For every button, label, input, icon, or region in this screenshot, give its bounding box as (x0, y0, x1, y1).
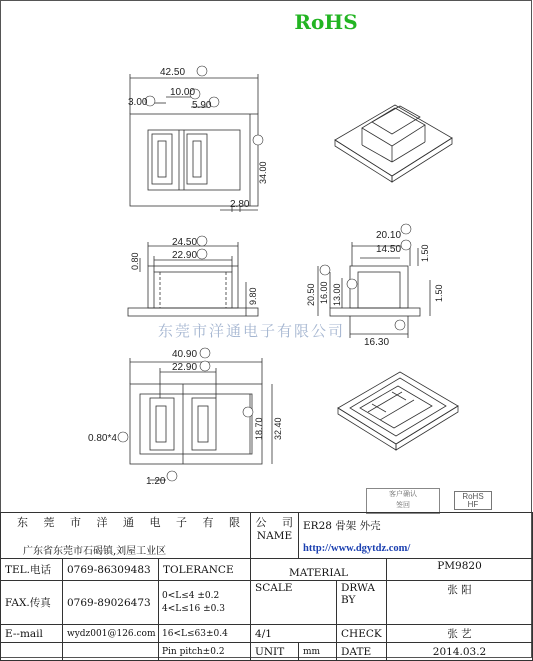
dim-1-20: 1.20 (146, 476, 166, 487)
dim-32-40: 32.40 (273, 417, 283, 440)
dim-1-50-top: 1.50 (420, 244, 430, 262)
company-name: 东 莞 市 洋 通 电 子 有 限 公 司 (17, 516, 299, 529)
scale-value: 4/1 (251, 625, 337, 643)
rohs-hf-mark (454, 491, 492, 510)
name-label: NAME (251, 513, 299, 559)
tolerance-values-2 (159, 625, 251, 643)
part-info-cell (299, 513, 533, 559)
dim-22-90-bottom: 22.90 (172, 362, 198, 373)
email-value: wydz001@126.com (63, 625, 159, 643)
part-name: ER28 骨架 外壳 (303, 519, 381, 532)
dim-0-80x4: 0.80*4 (88, 433, 117, 444)
dim-40-90: 40.90 (172, 349, 198, 360)
check-label: CHECK (337, 625, 387, 643)
tolerance-row-2: 4<L≤16 ±0.3 (162, 604, 225, 614)
email-label: E--mail (1, 625, 63, 643)
company-address: 广东省东莞市石碣镇,刘屋工业区 (23, 546, 167, 557)
dim-0-80: 0.80 (130, 252, 140, 270)
isometric-view-top (335, 105, 452, 182)
tolerance-row-3: 16<L≤63±0.4 (162, 628, 228, 639)
website-link[interactable]: http://www.dgytdz.com/ (303, 542, 411, 554)
rohs-hf-line1: RoHS (462, 492, 484, 501)
check-by: 张 艺 (387, 625, 533, 643)
dim-16-30: 16.30 (364, 337, 390, 348)
unit-value: mm (299, 643, 337, 661)
dim-22-90: 22.90 (172, 250, 198, 261)
fax-label: FAX.传真 (1, 581, 63, 625)
dim-9-80: 9.80 (248, 287, 258, 305)
dim-16-00: 16.00 (319, 281, 329, 304)
tel-label: TEL.电话 (1, 559, 63, 581)
title-block (0, 512, 533, 661)
stamp-line2: 签回 (396, 501, 410, 509)
tolerance-values (159, 581, 251, 625)
material-label: MATERIAL (251, 559, 387, 581)
stamp-line1: 客户确认 (389, 490, 417, 498)
date-value: 2014.03.2 (387, 643, 533, 661)
dim-20-10: 20.10 (376, 230, 402, 241)
fax-value: 0769-89026473 (63, 581, 159, 625)
rohs-hf-line2: HF (467, 500, 479, 509)
dim-24-50: 24.50 (172, 237, 198, 248)
drawn-label (337, 581, 387, 625)
dim-13-00: 13.00 (332, 283, 342, 306)
tel-value: 0769-86309483 (63, 559, 159, 581)
isometric-view-bottom (338, 372, 458, 450)
drawn-label-1: DRWA (341, 582, 375, 594)
drawn-by: 张 阳 (387, 581, 533, 625)
email-spacer-2 (63, 643, 159, 661)
tolerance-row-1: 0<L≤4 ±0.2 (162, 591, 220, 601)
tolerance-label: TOLERANCE (159, 559, 251, 581)
date-label: DATE (337, 643, 387, 661)
rohs-label: RoHS (294, 10, 358, 34)
scale-label: SCALE (251, 581, 337, 625)
bottom-view (130, 358, 272, 480)
dim-18-70: 18.70 (254, 417, 264, 440)
unit-label: UNIT (251, 643, 299, 661)
company-watermark: 东莞市洋通电子有限公司 (158, 322, 346, 340)
dim-34-00: 34.00 (258, 161, 268, 184)
dim-10-00: 10.00 (170, 87, 196, 98)
dim-3-00: 3.00 (128, 97, 148, 108)
part-number: PM9820 (387, 559, 533, 581)
dim-20-50: 20.50 (306, 283, 316, 306)
dim-5-90: 5.90 (192, 100, 212, 111)
email-spacer (1, 643, 63, 661)
dim-14-50: 14.50 (376, 244, 402, 255)
dim-1-50-bottom: 1.50 (434, 284, 444, 302)
drawn-label-2: BY (341, 594, 356, 606)
dim-2-80: 2.80 (230, 199, 250, 210)
customer-confirm-stamp (366, 488, 440, 514)
pin-pitch: Pin pitch±0.2 (159, 643, 251, 661)
dim-42-50: 42.50 (160, 67, 186, 78)
